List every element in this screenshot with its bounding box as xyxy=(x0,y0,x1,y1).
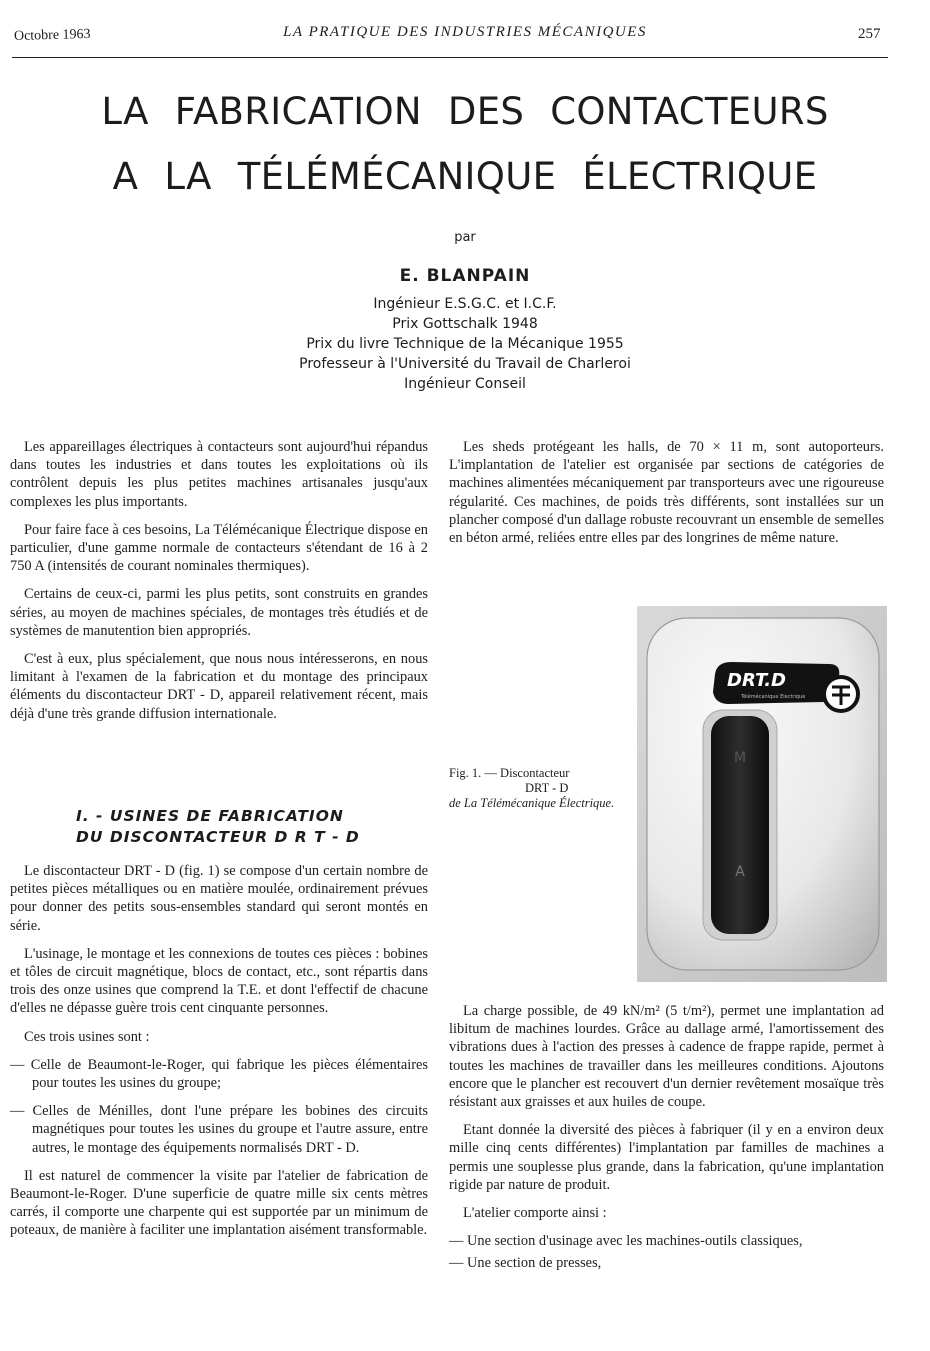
contactor-photo xyxy=(637,606,887,982)
paragraph: Pour faire face à ces besoins, La Télémécanique Électrique dispose en particulier, d'une gamme normale de contacteurs s'étendant de 16 à 2 750 A (intensités de courant nominales thermiques). xyxy=(10,521,428,575)
push-button-icon xyxy=(711,716,769,934)
list-item: — Celles de Ménilles, dont l'une prépare les bobines des circuits magnétiques pour toutes les usines du groupe et l'autre assure, entre autres, le montage des équipements normalisés DRT - D. xyxy=(10,1103,428,1156)
list-item: — Une section de presses, xyxy=(449,1255,602,1272)
button-label-bottom: A xyxy=(735,864,745,880)
page-number: 257 xyxy=(858,26,881,42)
paragraph: Les appareillages électriques à contacteurs sont aujourd'hui répandus dans toutes les industries et dans toutes les exploitations où ils contrôlent depuis les plus petites machines artisanales jusqu'aux complexes les plus importants. xyxy=(10,439,428,510)
header-rule xyxy=(12,57,888,58)
article-title-line-1: LA FABRICATION DES CONTACTEURS xyxy=(101,90,829,133)
left-column-intro xyxy=(10,438,428,733)
paragraph: Etant donnée la diversité des pièces à fabriquer (il y en a environ deux mille cinq cents différentes) l'implantation par familles de machines a permis une souplesse plus grande, dans la fabrication, qu'une implantation rigide par nature de produit. xyxy=(449,1122,884,1193)
badge-subtext: Télémécanique Electrique xyxy=(741,694,806,700)
section-heading-line-1: I. - USINES DE FABRICATION xyxy=(76,807,344,825)
paragraph: Il est naturel de commencer la visite par l'atelier de fabrication de Beaumont-le-Roger. D'une superficie de quatre mille six cents mètres carrés, il comporte une charpente qui est supportée par un minimum de poteaux, de manière à faciliter une implantation aisément transformable. xyxy=(10,1167,428,1239)
paragraph: Les sheds protégeant les halls, de 70 × 11 m, sont autoporteurs. L'implantation de l'atelier est organisée par sections de catégories de machines alimentées mécaniquement par transporteurs avec une rigoureuse régularité. Ces machines, de poids très différents, sont installées sur un plancher composé d'un dallage robuste recouvrant un ensemble de semelles en béton armé, reliées entre elles par des longrines de même nature. xyxy=(449,439,884,547)
author-credential: Ingénieur E.S.G.C. et I.C.F. xyxy=(373,296,557,312)
button-label-top: M xyxy=(733,750,747,766)
figure-caption xyxy=(449,766,624,811)
paragraph: La charge possible, de 49 kN/m² (5 t/m²), permet une implantation ad libitum de machines lourdes. Grâce au dallage armé, l'amortissement des vibrations dues à l'action des presses à cadence de frappe rapide, permet à toutes les machines de travailler dans les meilleures conditions. Ajoutons encore que le plancher est recouvert d'un dernier revêtement mosaïque très résistant aux graisses et aux huiles de coupe. xyxy=(449,1003,884,1111)
author-credential: Prix Gottschalk 1948 xyxy=(392,316,538,332)
section-heading-line-2: DU DISCONTACTEUR D R T - D xyxy=(76,828,360,846)
list-item: — Une section d'usinage avec les machines-outils classiques, xyxy=(449,1233,803,1250)
paragraph: Certains de ceux-ci, parmi les plus petits, sont construits en grandes séries, au moyen de machines spéciales, de montages très étudiés et de systèmes de manutention bien appropriés. xyxy=(10,586,428,639)
section-heading xyxy=(76,806,360,848)
right-column-top xyxy=(449,438,884,557)
article-title-line-2: A LA TÉLÉMÉCANIQUE ÉLECTRIQUE xyxy=(112,155,818,198)
byline-par: par xyxy=(454,230,476,245)
caption-line: Fig. 1. — Discontacteur xyxy=(449,766,570,780)
caption-line: DRT - D xyxy=(525,781,569,795)
right-column-body xyxy=(449,1002,884,1283)
left-column-body xyxy=(10,862,428,1250)
journal-title: LA PRATIQUE DES INDUSTRIES MÉCANIQUES xyxy=(283,24,647,40)
paragraph: L'atelier comporte ainsi : xyxy=(463,1205,607,1222)
author-credential: Professeur à l'Université du Travail de Charleroi xyxy=(299,356,631,372)
list-item: — Celle de Beaumont-le-Roger, qui fabrique les pièces élémentaires pour toutes les usines du groupe; xyxy=(10,1056,428,1092)
author-credential: Ingénieur Conseil xyxy=(404,376,526,392)
author-name: E. BLANPAIN xyxy=(399,266,531,286)
badge-text: DRT.D xyxy=(727,670,786,691)
paragraph: L'usinage, le montage et les connexions de toutes ces pièces : bobines et tôles de circuit magnétique, blocs de contact, etc., sont répartis dans trois des onze usines que comprend la T.E. et dont l'effectif de chacune d'elles ne dépasse guère trois cent cinquante personnes. xyxy=(10,945,428,1017)
author-credential: Prix du livre Technique de la Mécanique 1955 xyxy=(306,336,624,352)
caption-line: de La Télémécanique Électrique. xyxy=(449,796,615,810)
paragraph: Le discontacteur DRT - D (fig. 1) se compose d'un certain nombre de petites pièces métalliques ou en matière moulée, ordinairement prévues pour donner des petits sous-ensembles standard qui seront montés en série. xyxy=(10,863,428,934)
paragraph: Ces trois usines sont : xyxy=(24,1028,150,1045)
paragraph: C'est à eux, plus spécialement, que nous nous intéresserons, en nous limitant à l'examen de la fabrication et du montage des principaux éléments du discontacteur DRT - D, appareil relativement récent, mais déjà d'une très grande diffusion internationale. xyxy=(10,651,428,722)
issue-month: Octobre 1963 xyxy=(13,27,91,45)
